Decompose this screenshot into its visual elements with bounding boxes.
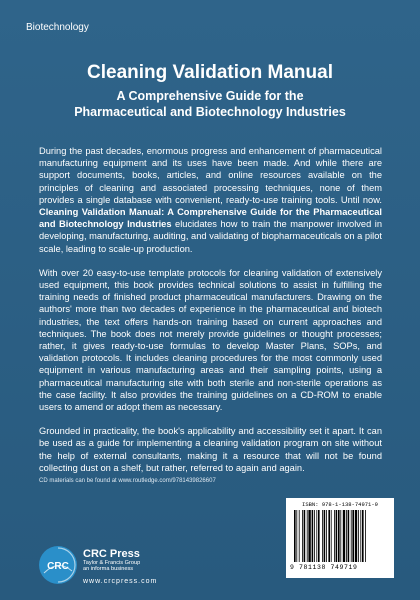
crc-press-logo-icon [38, 545, 78, 585]
barcode-bar [322, 510, 323, 562]
barcode-bar [308, 510, 310, 562]
subtitle-line-1: A Comprehensive Guide for the [116, 89, 304, 103]
barcode-bar [352, 510, 354, 562]
description [39, 145, 382, 486]
barcode-bar [318, 510, 320, 562]
publisher-block [83, 548, 140, 573]
barcode-bar [299, 510, 300, 562]
publisher-name: CRC Press [83, 548, 140, 560]
barcode-bar [331, 510, 332, 562]
barcode-bar [336, 510, 338, 562]
paragraph-1-start: During the past decades, enormous progress and enhancement of pharmaceutical manufacturing equipment and its uses have been made. And while there are support documents, books, articles, and online resources available on the principles of cleaning and associated processing techniques, none of them provides a single database with convenient, ready-to-use training tools. Until now. [39, 146, 382, 205]
category-label: Biotechnology [26, 22, 89, 33]
paragraph-2: With over 20 easy-to-use template protocols for cleaning validation of extensively used equipment, this book provides technical solutions to assist in fulfilling the training needs of finished product pharmaceutical manufacturers. Drawing on the authors' more than two decades of experience in the pharmaceutical and biotech industries, the text offers hands-on training based on current approaches and techniques. The book does not merely provide guidelines or thought processes; rather, it gives ready-to-use formulas to develop Master Plans, SOPs, and validation protocols. It includes cleaning procedures for the most commonly used equipment in various manufacturing areas and their sampling points, using a pharmaceutical manufacturing site with both sterile and non-sterile operations as the case facility. It also provides the training guidelines on a CD-ROM to enable users to amend or adopt them as necessary. [39, 267, 382, 413]
barcode-bar [338, 510, 340, 562]
barcode-bar [334, 510, 335, 562]
barcode-bar [307, 510, 308, 562]
paragraph-1 [39, 145, 382, 255]
barcode-bar [294, 510, 296, 562]
barcode-bar [312, 510, 314, 562]
paragraph-1-end: elucidates how to train the manpower involved in developing, manufacturing, auditing, and validating of biopharmaceuticals on a pilot scale, leading to scale-up production. [39, 219, 382, 254]
barcode-bar [343, 510, 345, 562]
paragraph-1-bold-title: Cleaning Validation Manual: A Comprehensive Guide for the Pharmaceutical and Biotechnology Industries [39, 207, 382, 230]
barcode-bar [340, 510, 341, 562]
cd-materials-note: CD materials can be found at www.routledge.com/9781439826607 [39, 478, 216, 484]
barcode-bar [348, 510, 350, 562]
isbn-barcode [286, 498, 394, 578]
publisher-group: Taylor & Francis Group [83, 560, 141, 566]
barcode-bar [346, 510, 347, 562]
barcode-number: 9 781138 749719 [290, 564, 358, 571]
barcode-bar [326, 510, 327, 562]
book-title: Cleaning Validation Manual [87, 62, 333, 83]
publisher-tagline: an informa business [83, 566, 134, 573]
barcode-bar [355, 510, 357, 562]
isbn-text: ISBN: 978-1-138-74971-9 [302, 501, 378, 508]
paragraph-3: Grounded in practicality, the book's applicability and accessibility set it apart. It can be used as a guide for implementing a cleaning validation program on site without the help of external consultants, making it a resource that will not be found collecting dust on a shelf, but rather, referred to again and again. [39, 426, 382, 473]
barcode-bar [314, 510, 315, 562]
barcode-bar [351, 510, 352, 562]
book-subtitle [0, 88, 420, 120]
barcode-bar [360, 510, 361, 562]
barcode-bar [304, 510, 306, 562]
barcode-bar [302, 510, 303, 562]
barcode-bar [328, 510, 330, 562]
subtitle-line-2: Pharmaceutical and Biotechnology Industries [74, 105, 346, 119]
barcode-bar [324, 510, 326, 562]
barcode-bar [358, 510, 359, 562]
barcode-bar [296, 510, 297, 562]
logo-text: CRC [47, 561, 69, 572]
barcode-bar [316, 510, 317, 562]
barcode-bars [294, 510, 386, 562]
barcode-bar [365, 510, 366, 562]
publisher-url: www.crcpress.com [83, 578, 158, 585]
barcode-bar [362, 510, 364, 562]
